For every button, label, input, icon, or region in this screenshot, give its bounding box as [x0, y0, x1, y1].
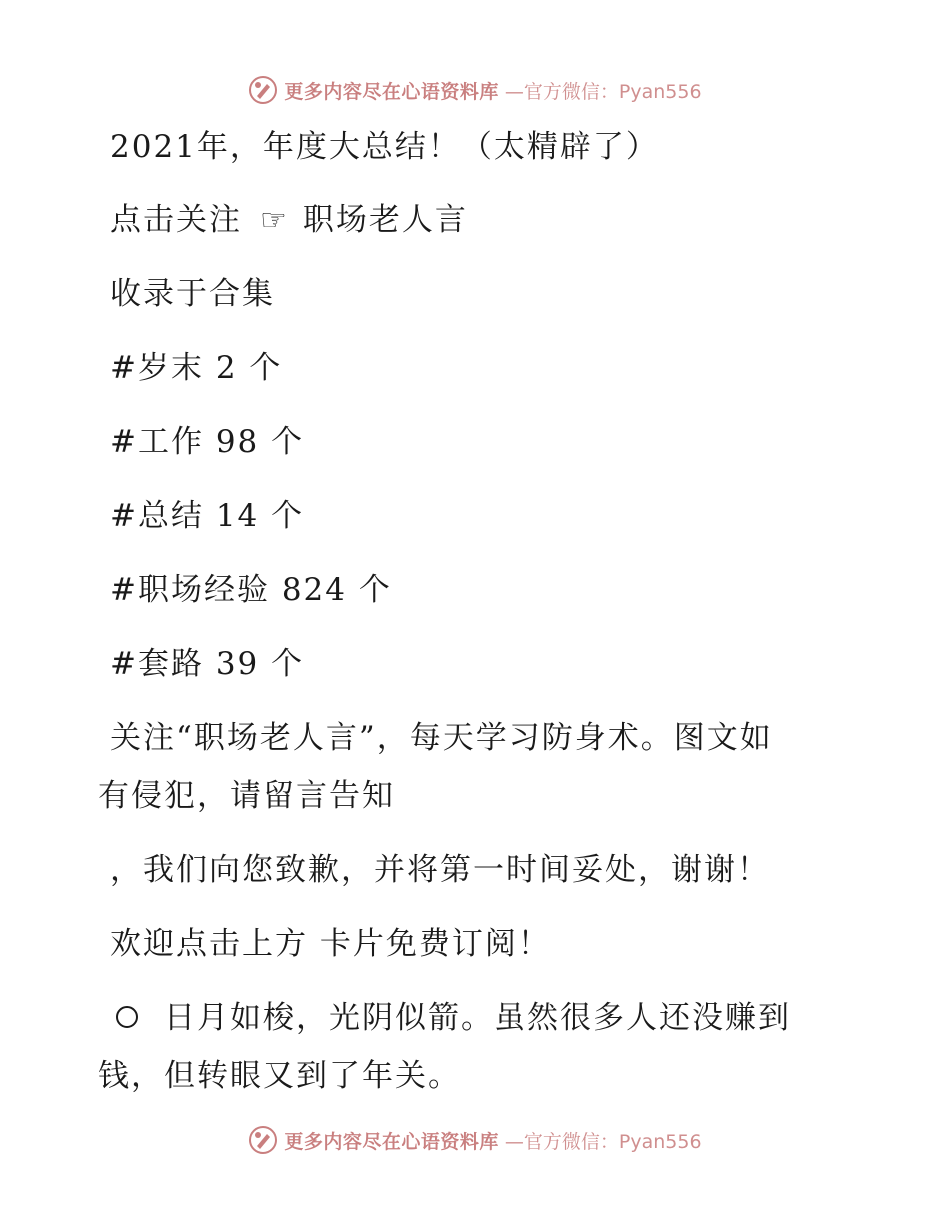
notice-line-2: 有侵犯，请留言告知 — [98, 778, 395, 814]
paragraph-line-1 — [110, 998, 791, 1038]
watermark-contact: —官方微信：Pyan556 — [504, 80, 702, 103]
subscribe-line: 欢迎点击上方 卡片免费订阅！ — [110, 926, 551, 962]
pointing-hand-icon: ☞ — [260, 203, 289, 238]
pen-seal-icon — [248, 1125, 278, 1155]
paragraph-line-2: 钱，但转眼又到了年关。 — [98, 1058, 461, 1094]
follow-line — [110, 200, 468, 241]
watermark-text: 更多内容尽在心语资料库 — [284, 1130, 499, 1153]
follow-account-link[interactable]: 职场老人言 — [302, 202, 468, 238]
tag-item[interactable]: #套路 39 个 — [110, 646, 305, 682]
watermark-text: 更多内容尽在心语资料库 — [284, 80, 499, 103]
tag-item[interactable]: #工作 98 个 — [110, 424, 305, 460]
collection-label: 收录于合集 — [110, 276, 275, 312]
tag-item[interactable]: #职场经验 824 个 — [110, 572, 392, 608]
tag-item[interactable]: #岁末 2 个 — [110, 350, 283, 386]
notice-line-3: ，我们向您致歉，并将第一时间妥处，谢谢！ — [110, 852, 770, 888]
document-title: 2021年，年度大总结！（太精辟了） — [110, 129, 659, 165]
follow-prefix: 点击关注 — [110, 202, 242, 238]
paragraph-text: 日月如梭，光阴似箭。虽然很多人还没赚到 — [164, 1000, 791, 1036]
notice-line-1: 关注“职场老人言”，每天学习防身术。图文如 — [110, 720, 773, 756]
circle-bullet-icon — [116, 1006, 138, 1028]
watermark-footer — [0, 1120, 950, 1160]
watermark-contact: —官方微信：Pyan556 — [504, 1130, 702, 1153]
tag-item[interactable]: #总结 14 个 — [110, 498, 305, 534]
